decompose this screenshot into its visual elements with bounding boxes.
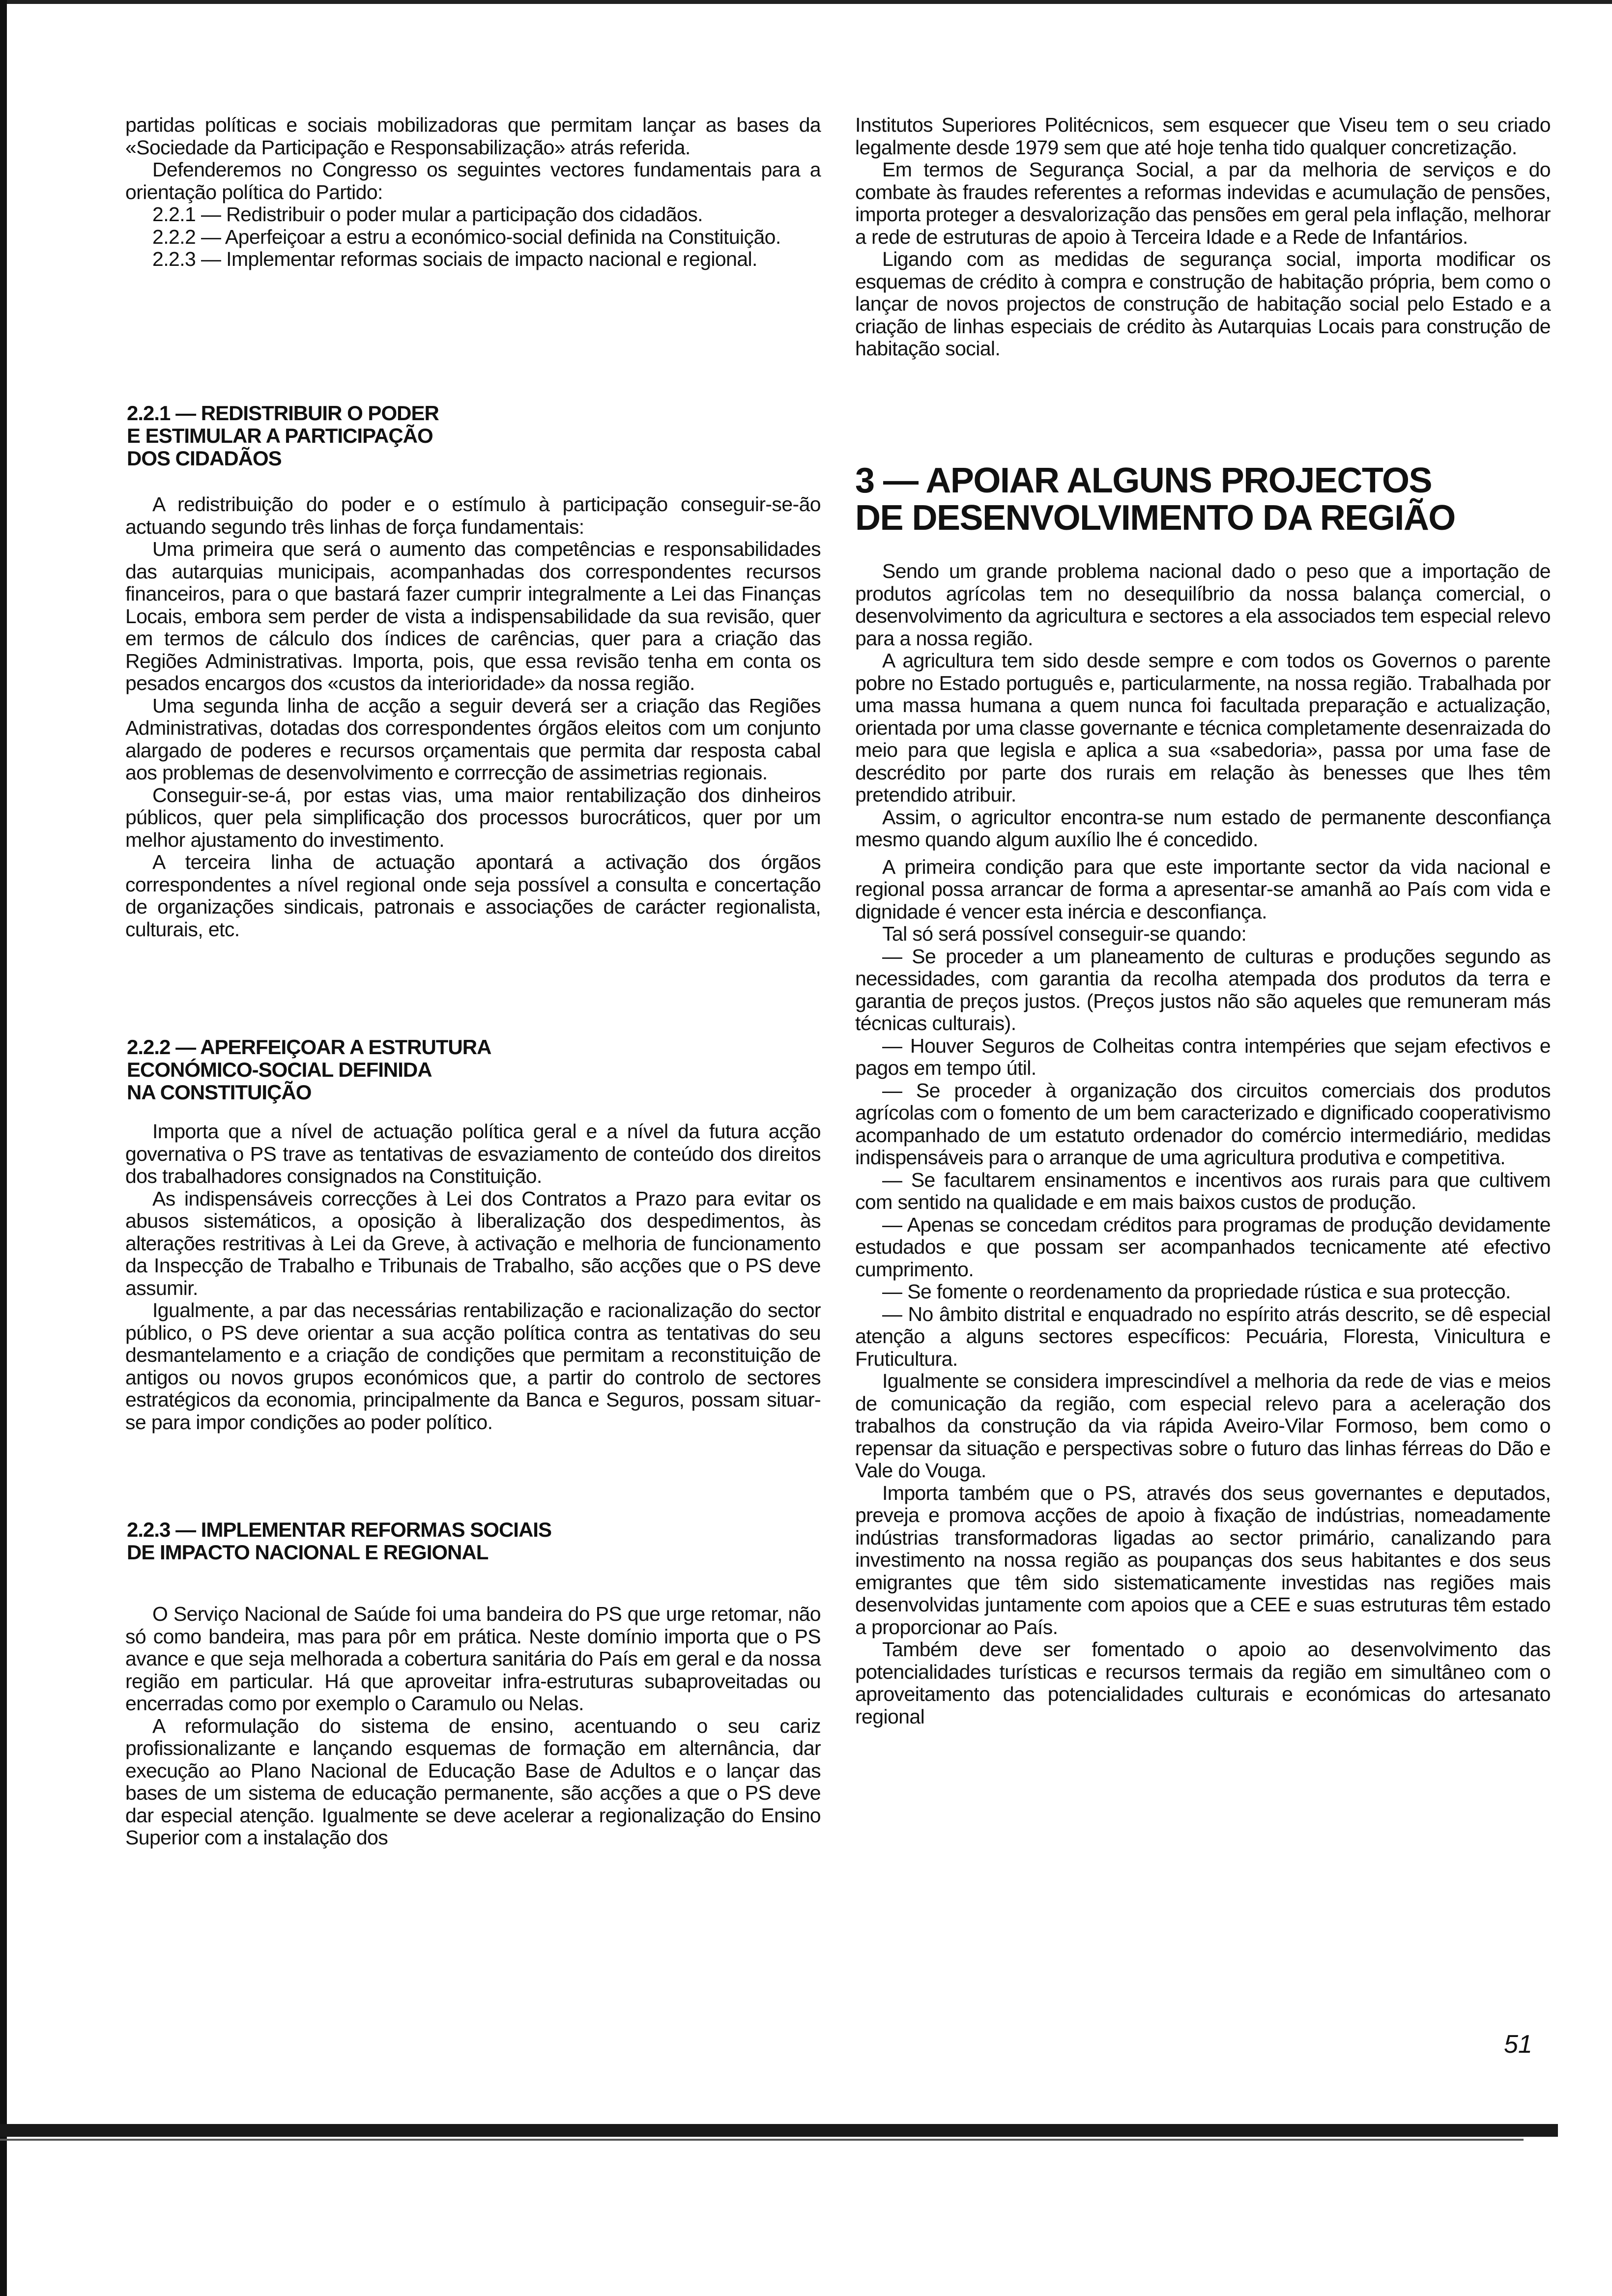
paragraph: Importa que a nível de actuação política geral e a nível da futura acção governativa o PS trave as tentativas de esvaziamento de conteúdo dos direitos dos trabalhadores consignados na Constituição.: [125, 1120, 821, 1187]
paragraph: Sendo um grande problema nacional dado o peso que a importação de produtos agrícolas tem no desequilíbrio da nossa balança comercial, o desenvolvimento da agricultura e sectores a ela associados tem especial relevo para a nossa região.: [855, 560, 1551, 650]
paragraph: Igualmente se considera imprescindível a melhoria da rede de vias e meios de comunicação da região, com especial relevo para a aceleração dos trabalhos da construção da via rápida Aveiro-Vilar Formoso, bem como o repensar da situação e perspectivas sobre o futuro das linhas férreas do Dão e Vale do Vouga.: [855, 1370, 1551, 1482]
paragraph: A agricultura tem sido desde sempre e com todos os Governos o parente pobre no Estado português e, particularmente, na nossa região. Trabalhada por uma massa humana a quem nunca foi facultada preparação e actualização, orientada por uma classe governante e técnica completamente desenraizada do meio para que legisla e aplica a sua «sabedoria», passa por uma fase de descrédito por parte dos rurais em relação às benesses que lhes têm pretendido atribuir.: [855, 649, 1551, 806]
list-item: 2.2.3 — Implementar reformas sociais de impacto nacional e regional.: [152, 248, 757, 270]
list-item: 2.2.1 — Redistribuir o poder mular a participação dos cidadãos.: [152, 203, 703, 226]
section-2-2-1-body: [125, 493, 821, 941]
section-2-2-3-body: [125, 1603, 821, 1849]
heading-line: DE IMPACTO NACIONAL E REGIONAL: [127, 1541, 489, 1564]
paragraph: Importa também que o PS, através dos seus governantes e deputados, preveja e promova acções de apoio à fixação de indústrias, nomeadamente indústrias transformadoras ligadas ao sector primário, canalizando para investimento na nossa região as poupanças dos seus habitantes e dos seus emigrantes que têm sido sistematicamente investidas nas regiões mais desenvolvidas juntamente com apoios que a CEE e suas estruturas têm estado a proporcionar ao País.: [855, 1481, 1551, 1638]
heading-line: ECONÓMICO-SOCIAL DEFINIDA: [127, 1058, 432, 1081]
heading-line: 3 — APOIAR ALGUNS PROJECTOS: [855, 461, 1432, 500]
right-intro: [855, 114, 1551, 360]
paragraph: As indispensáveis correcções à Lei dos Contratos a Prazo para evitar os abusos sistemáticos, a oposição à liberalização dos despedimentos, às alterações restritivas à Lei da Greve, à activação e melhoria de funcionamento da Inspecção de Trabalho e Tribunais de Trabalho, são acções que o PS deve assumir.: [125, 1187, 821, 1299]
paragraph: Conseguir-se-á, por estas vias, uma maior rentabilização dos dinheiros públicos, quer pela simplificação dos processos burocráticos, quer por um melhor ajustamento do investimento.: [125, 783, 821, 851]
section-2-2-2-body: [125, 1120, 821, 1434]
paragraph: Também deve ser fomentado o apoio ao desenvolvimento das potencialidades turísticas e recursos termais da região em simultâneo com o aproveitamento das potencialidades culturais e económicas do artesanato regional: [855, 1638, 1551, 1728]
paragraph: A reformulação do sistema de ensino, acentuando o seu cariz profissionalizante e lançando esquemas de formação em alternância, dar execução ao Plano Nacional de Educação Base de Adultos e o lançar das bases de um sistema de educação permanente, são acções a que o PS deve dar especial atenção. Igualmente se deve acelerar a regionalização do Ensino Superior com a instalação dos: [125, 1714, 821, 1849]
scan-bottom-line: [0, 2139, 1524, 2141]
scan-edge-left: [0, 0, 7, 2296]
scan-bottom-band: [0, 2124, 1558, 2137]
paragraph: Em termos de Segurança Social, a par da melhoria de serviços e do combate às fraudes referentes a reformas indevidas e acumulação de pensões, importa proteger a desvalorização das pensões em geral pela inflação, melhorar a rede de estruturas de apoio à Terceira Idade e a Rede de Infantários.: [855, 158, 1551, 248]
section-heading-2-2-1: [127, 402, 439, 470]
paragraph: Defenderemos no Congresso os seguintes vectores fundamentais para a orientação política do Partido:: [125, 158, 821, 203]
list-item: 2.2.2 — Aperfeiçoar a estru a económico-social definida na Constituição.: [152, 225, 781, 248]
paragraph: Assim, o agricultor encontra-se num estado de permanente desconfiança mesmo quando algum auxílio lhe é concedido.: [855, 805, 1551, 851]
list-item: — Se facultarem ensinamentos e incentivos aos rurais para que cultivem com sentido na qualidade e em mais baixos custos de produção.: [855, 1168, 1551, 1213]
list-item: — Se proceder à organização dos circuitos comerciais dos produtos agrícolas com o fomento de um bem caracterizado e dignificado cooperativismo acompanhado de um estatuto ordenador do comércio intermediário, medidas indispensáveis para o arranque de uma agricultura produtiva e competitiva.: [855, 1079, 1551, 1169]
heading-line: 2.2.2 — APERFEIÇOAR A ESTRUTURA: [127, 1035, 491, 1059]
section-heading-3: [855, 462, 1455, 537]
paragraph: Uma segunda linha de acção a seguir deverá ser a criação das Regiões Administrativas, dotadas dos correspondentes órgãos eleitos com um conjunto alargado de poderes e recursos orçamentais que permita dar resposta cabal aos problemas de desenvolvimento e corrrecção de assimetrias regionais.: [125, 694, 821, 784]
paragraph: O Serviço Nacional de Saúde foi uma bandeira do PS que urge retomar, não só como bandeira, mas para pôr em prática. Neste domínio importa que o PS avance e que seja melhorada a cobertura sanitária do País em geral e da nossa região em particular. Há que aproveitar infra-estruturas subaproveitadas ou encerradas como por exemplo o Caramulo ou Nelas.: [125, 1603, 821, 1715]
section-heading-2-2-3: [127, 1519, 551, 1564]
paragraph: Uma primeira que será o aumento das competências e responsabilidades das autarquias municipais, acompanhadas dos correspondentes recursos financeiros, para o que bastará fazer cumprir integralmente a Lei das Finanças Locais, embora sem perder de vista a indispensabilidade da sua revisão, quer em termos de cálculo dos índices de carências, quer para a criação das Regiões Administrativas. Importa, pois, que essa revisão tenha em conta os pesados encargos dos «custos da interioridade» da nossa região.: [125, 538, 821, 694]
list-item: — Apenas se concedam créditos para programas de produção devidamente estudados e que possam ser acompanhados tecnicamente até efectivo cumprimento.: [855, 1213, 1551, 1281]
heading-line: DOS CIDADÃOS: [127, 447, 282, 470]
left-intro: [125, 114, 821, 271]
list-item: — Se proceder a um planeamento de culturas e produções segundo as necessidades, com garantia da recolha atempada dos produtos da terra e garantia de preços justos. (Preços justos não são aqueles que remuneram más técnicas culturais).: [855, 945, 1551, 1034]
list-item: — No âmbito distrital e enquadrado no espírito atrás descrito, se dê especial atenção a alguns sectores específicos: Pecuária, Floresta, Vinicultura e Fruticultura.: [855, 1302, 1551, 1370]
heading-line: 2.2.3 — IMPLEMENTAR REFORMAS SOCIAIS: [127, 1518, 551, 1541]
paragraph: A redistribuição do poder e o estímulo à participação conseguir-se-ão actuando segundo três linhas de força fundamentais:: [125, 493, 821, 538]
paragraph: Ligando com as medidas de segurança social, importa modificar os esquemas de crédito à compra e construção de habitação própria, bem como o lançar de novos projectos de construção de habitação social pelo Estado e a criação de linhas especiais de crédito às Autarquias Locais para construção de habitação social.: [855, 248, 1551, 360]
heading-line: NA CONSTITUIÇÃO: [127, 1081, 312, 1104]
paragraph: Tal só será possível conseguir-se quando:: [882, 922, 1247, 945]
heading-line: DE DESENVOLVIMENTO DA REGIÃO: [855, 498, 1455, 538]
section-heading-2-2-2: [127, 1036, 491, 1104]
list-item: — Se fomente o reordenamento da propriedade rústica e sua protecção.: [882, 1280, 1511, 1303]
heading-line: E ESTIMULAR A PARTICIPAÇÃO: [127, 424, 433, 447]
paragraph: A terceira linha de actuação apontará a activação dos órgãos correspondentes a nível regional onde seja possível a consulta e concertação de organizações sindicais, patronais e associações de carácter regionalista, culturais, etc.: [125, 851, 821, 941]
paragraph: A primeira condição para que este importante sector da vida nacional e regional possa arrancar de forma a apresentar-se amanhã ao País com vida e dignidade é vencer esta inércia e desconfiança.: [855, 855, 1551, 923]
list-item: — Houver Seguros de Colheitas contra intempéries que sejam efectivos e pagos em tempo útil.: [855, 1034, 1551, 1079]
page-number: 51: [1504, 2030, 1532, 2059]
paragraph: partidas políticas e sociais mobilizadoras que permitam lançar as bases da «Sociedade da Participação e Responsabilização» atrás referida.: [125, 114, 821, 159]
paragraph: Institutos Superiores Politécnicos, sem esquecer que Viseu tem o seu criado legalmente desde 1979 sem que até hoje tenha tido qualquer concretização.: [855, 114, 1551, 159]
section-3-body: [855, 560, 1551, 1728]
scan-edge-top: [0, 0, 1612, 4]
heading-line: 2.2.1 — REDISTRIBUIR O PODER: [127, 402, 439, 425]
paragraph: Igualmente, a par das necessárias rentabilização e racionalização do sector público, o PS deve orientar a sua acção política contra as tentativas do seu desmantelamento e a criação de condições que permitam a reconstituição de antigos ou novos grupos económicos que, a partir do controlo de sectores estratégicos da economia, principalmente da Banca e Seguros, possam situar-se para impor condições ao poder político.: [125, 1299, 821, 1434]
